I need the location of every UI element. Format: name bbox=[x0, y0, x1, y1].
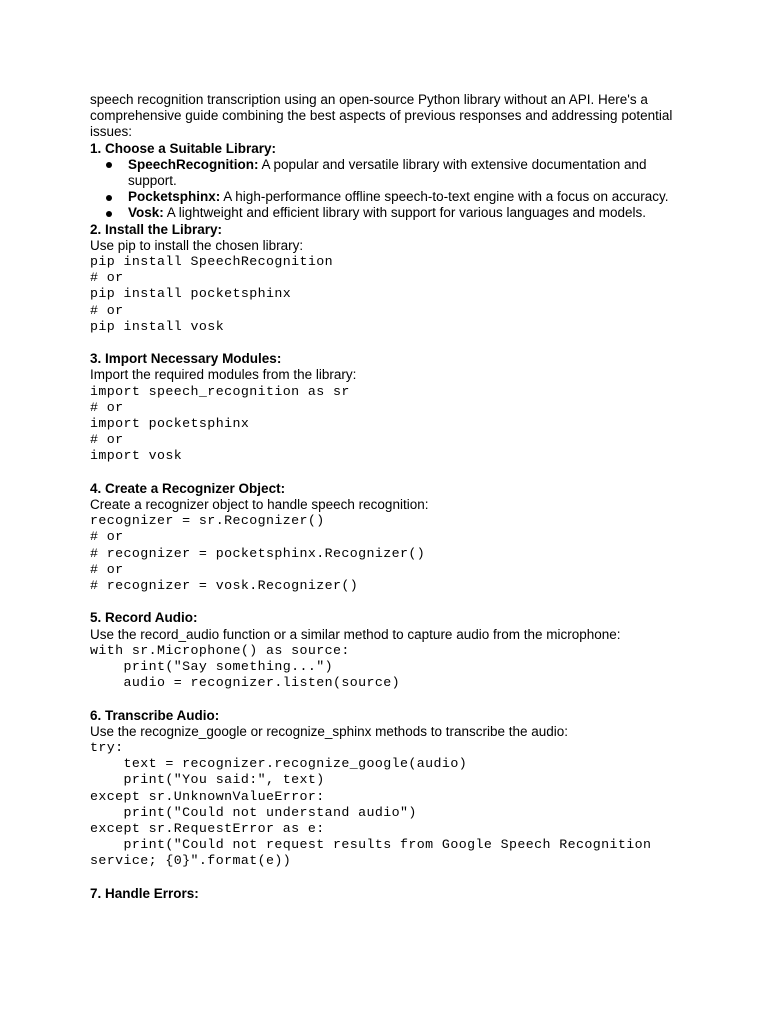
code-line: with sr.Microphone() as source: bbox=[90, 642, 350, 658]
spacer bbox=[90, 691, 690, 707]
section-6-text: Use the recognize_google or recognize_sphinx methods to transcribe the audio: bbox=[90, 723, 569, 739]
code-line: # recognizer = vosk.Recognizer() bbox=[90, 578, 359, 594]
code-line: print("Could not request results from Google Speech Recognition bbox=[90, 837, 652, 853]
code-line: except sr.UnknownValueError: bbox=[90, 788, 325, 804]
code-line: # or bbox=[90, 561, 124, 577]
code-line: import vosk bbox=[90, 448, 183, 464]
library-list bbox=[90, 157, 690, 222]
library-item-vosk bbox=[90, 205, 690, 221]
code-line: # or bbox=[90, 399, 124, 415]
bullet-icon bbox=[106, 162, 112, 168]
code-line: import speech_recognition as sr bbox=[90, 383, 350, 399]
section-6-code-block bbox=[90, 740, 690, 870]
code-line: print("Say something...") bbox=[90, 659, 334, 675]
intro-paragraph: speech recognition transcription using an open-source Python library without an API. Here's a comprehensive guide combining the best aspects of previous responses and addressing potential issues: bbox=[90, 92, 673, 140]
bullet-icon bbox=[106, 211, 112, 217]
section-2-heading: 2. Install the Library: bbox=[90, 221, 223, 237]
section-3-heading: 3. Import Necessary Modules: bbox=[90, 351, 282, 367]
code-line: pip install pocketsphinx bbox=[90, 286, 292, 302]
section-3-text: Import the required modules from the library: bbox=[90, 367, 357, 383]
section-4-text: Create a recognizer object to handle speech recognition: bbox=[90, 497, 429, 513]
code-line: pip install vosk bbox=[90, 318, 225, 334]
code-line: text = recognizer.recognize_google(audio) bbox=[90, 756, 468, 772]
code-line: recognizer = sr.Recognizer() bbox=[90, 513, 325, 529]
section-6-heading: 6. Transcribe Audio: bbox=[90, 707, 220, 723]
spacer bbox=[90, 465, 690, 481]
code-line: # or bbox=[90, 432, 124, 448]
spacer bbox=[90, 870, 690, 886]
code-line: service; {0}".format(e)) bbox=[90, 853, 292, 869]
code-line: try: bbox=[90, 740, 124, 756]
code-line: import pocketsphinx bbox=[90, 416, 250, 432]
library-item-speechrecognition bbox=[90, 157, 690, 189]
library-description: A popular and versatile library with extensive documentation and support. bbox=[128, 156, 647, 189]
library-item-pocketsphinx bbox=[90, 189, 690, 205]
bullet-icon bbox=[106, 195, 112, 201]
section-4-heading: 4. Create a Recognizer Object: bbox=[90, 480, 286, 496]
library-description: A high-performance offline speech-to-text engine with a focus on accuracy. bbox=[220, 189, 669, 205]
section-4-code-block bbox=[90, 513, 690, 594]
code-line: # or bbox=[90, 270, 124, 286]
section-7-heading: 7. Handle Errors: bbox=[90, 885, 199, 901]
code-line: pip install SpeechRecognition bbox=[90, 254, 334, 270]
code-line: # or bbox=[90, 302, 124, 318]
section-2-text: Use pip to install the chosen library: bbox=[90, 237, 304, 253]
spacer bbox=[90, 335, 690, 351]
code-line: # recognizer = pocketsphinx.Recognizer() bbox=[90, 545, 426, 561]
spacer bbox=[90, 594, 690, 610]
section-5-text: Use the record_audio function or a similar method to capture audio from the microphone: bbox=[90, 626, 621, 642]
section-2-code-block bbox=[90, 254, 690, 335]
library-name: SpeechRecognition: bbox=[128, 156, 259, 172]
library-name: Vosk: bbox=[128, 205, 164, 221]
code-line: audio = recognizer.listen(source) bbox=[90, 675, 401, 691]
section-5-code-block bbox=[90, 643, 690, 692]
document-body bbox=[90, 92, 690, 902]
code-line: print("Could not understand audio") bbox=[90, 804, 417, 820]
section-3-code-block bbox=[90, 384, 690, 465]
code-line: print("You said:", text) bbox=[90, 772, 325, 788]
section-5-heading: 5. Record Audio: bbox=[90, 610, 198, 626]
library-description: A lightweight and efficient library with support for various languages and models. bbox=[163, 205, 647, 221]
library-name: Pocketsphinx: bbox=[128, 189, 221, 205]
code-line: # or bbox=[90, 529, 124, 545]
section-1-heading: 1. Choose a Suitable Library: bbox=[90, 140, 277, 156]
code-line: except sr.RequestError as e: bbox=[90, 821, 325, 837]
